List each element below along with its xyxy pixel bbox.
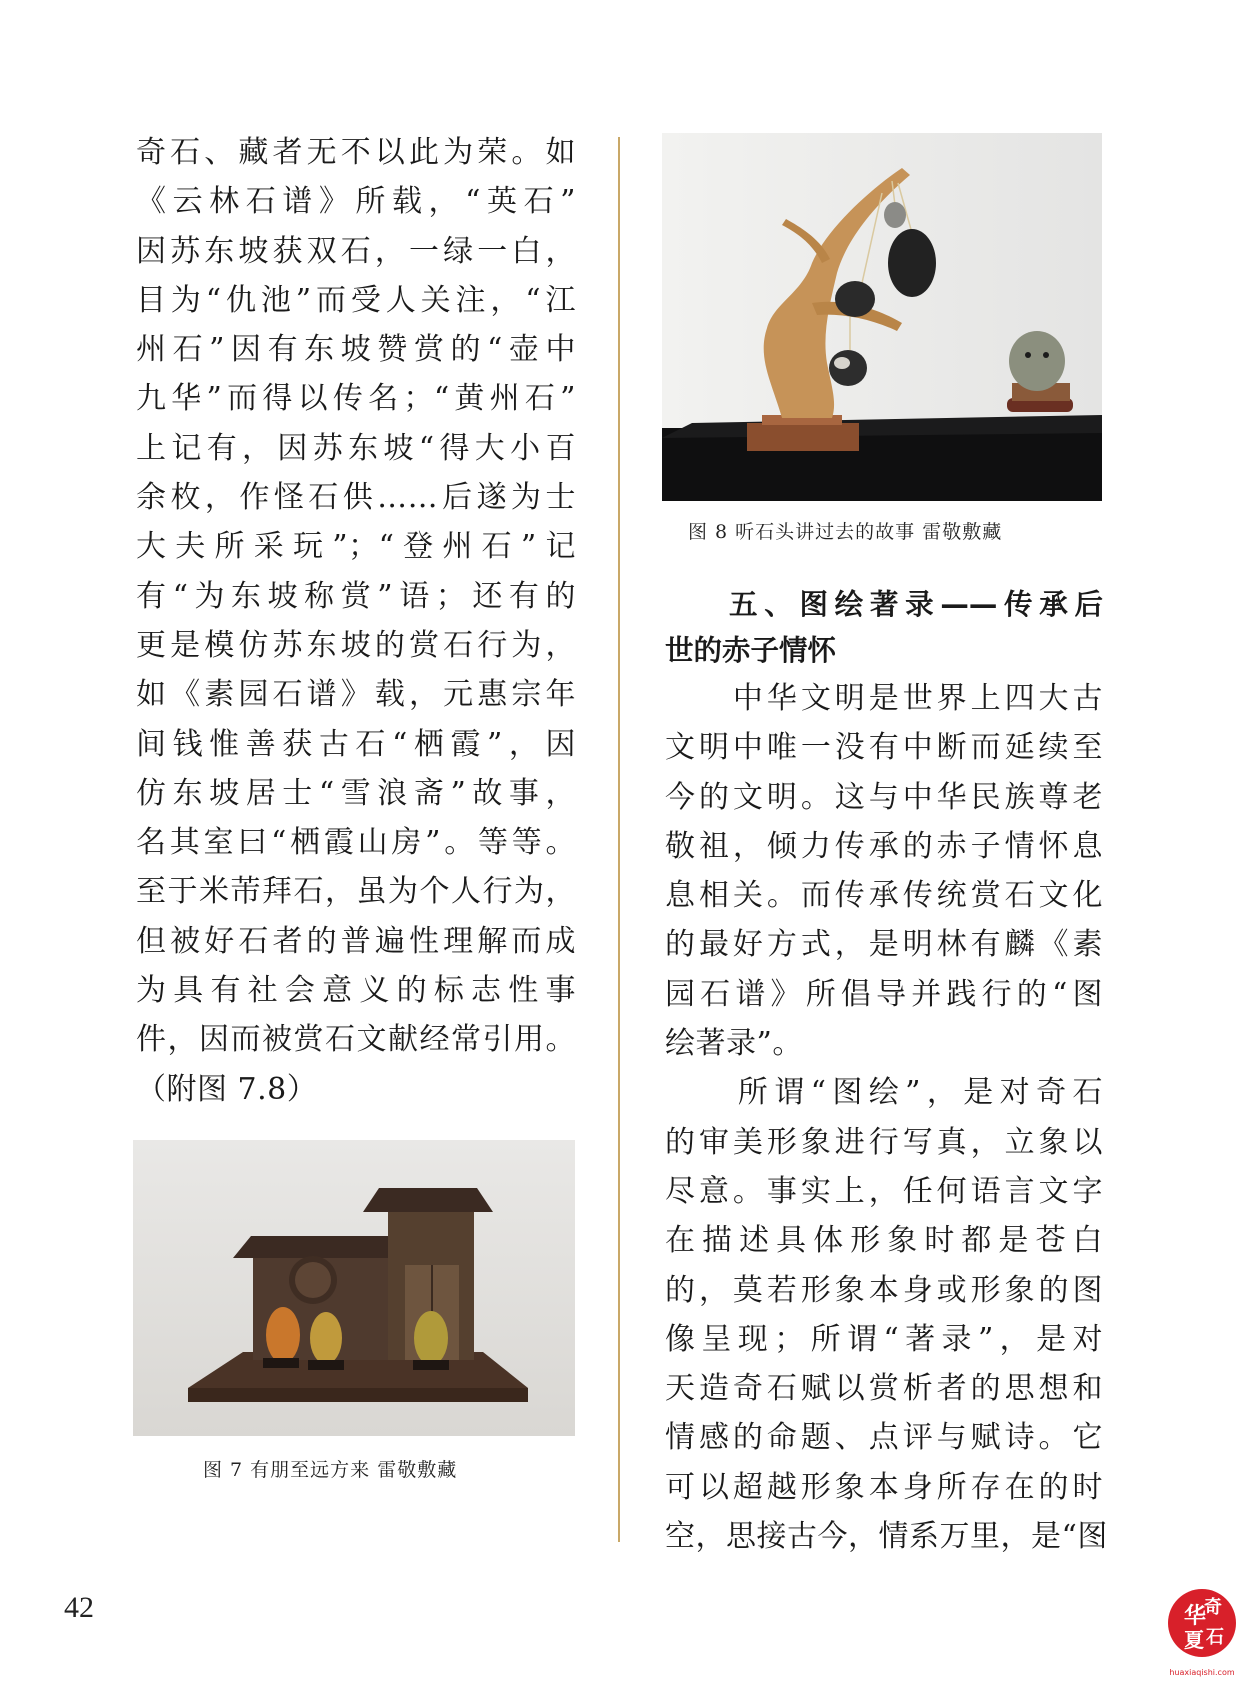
figure-7-caption: 图 7 有朋至远方来 雷敬敷藏 [203,1459,458,1481]
body-line: 因苏东坡获双石，一绿一白， [136,233,576,269]
svg-text:华: 华 [1184,1604,1207,1629]
column-divider [618,137,620,1542]
figure-reference: （附图 7.8） [136,1071,318,1107]
body-line: 州石”因有东坡赞赏的“壶中 [136,332,576,368]
body-line: 的，莫若形象本身或形象的图 [665,1272,1103,1308]
body-line: 为具有社会意义的标志性事 [136,973,576,1009]
body-line: 更是模仿苏东坡的赏石行为， [136,627,576,663]
svg-text:夏: 夏 [1184,1628,1204,1652]
body-line: 仿东坡居士“雪浪斋”故事， [136,775,576,811]
body-line: 园石谱》所倡导并践行的“图 [665,976,1103,1012]
body-line: 九华”而得以传名；“黄州石” [136,381,576,417]
body-line: 但被好石者的普遍性理解而成 [136,923,576,959]
body-line: 绘著录”。 [665,1026,803,1062]
body-line: 上记有，因苏东坡“得大小百 [136,430,576,466]
body-line: 如《素园石谱》载，元惠宗年 [136,677,576,713]
section-heading [665,582,1103,674]
svg-text:奇: 奇 [1204,1597,1222,1618]
body-line: 今的文明。这与中华民族尊老 [665,779,1103,815]
body-line: 可以超越形象本身所存在的时 [665,1469,1103,1505]
body-line: 文明中唯一没有中断而延续至 [665,730,1103,766]
svg-text:huaxiaqishi.com: huaxiaqishi.com [1169,1668,1235,1677]
body-line: 天造奇石赋以赏析者的思想和 [665,1371,1103,1407]
body-line: 情感的命题、点评与赋诗。它 [665,1420,1103,1456]
body-line: 尽意。事实上，任何语言文字 [665,1173,1103,1209]
body-line: 至于米芾拜石，虽为个人行为， [136,874,576,910]
body-line: 的最好方式，是明林有麟《素 [665,927,1103,963]
body-line: 《云林石谱》所载，“英石” [136,184,576,220]
body-line: 目为“仇池”而受人关注，“江 [136,282,576,318]
body-line: 余枚，作怪石供……后遂为士 [136,480,576,516]
body-line: 有“为东坡称赏”语；还有的 [136,578,576,614]
figure-7-photo [133,1140,575,1436]
right-text-column [665,674,1108,1561]
body-line: 中华文明是世界上四大古 [665,681,1103,716]
left-text-column [136,128,576,1114]
page-number: 42 [64,1591,94,1624]
section-heading-line: 世的赤子情怀 [665,634,837,667]
body-line: 名其室曰“栖霞山房”。等等。 [136,825,576,861]
svg-text:石: 石 [1206,1627,1224,1648]
figure-8-caption: 图 8 听石头讲过去的故事 雷敬敷藏 [688,521,1003,543]
body-line: 像呈现；所谓“著录”，是对 [665,1321,1103,1357]
body-line: 间钱惟善获古石“栖霞”，因 [136,726,576,762]
body-line: 敬祖，倾力传承的赤子情怀息 [665,828,1103,864]
body-line: 奇石、藏者无不以此为荣。如 [136,135,576,170]
body-line: 的审美形象进行写真，立象以 [665,1124,1103,1160]
body-line: 在描述具体形象时都是苍白 [665,1223,1103,1259]
figure-8-photo [662,133,1102,501]
body-line: 大夫所采玩”；“登州石”记 [136,529,576,565]
body-line: 空，思接古今，情系万里，是“图 [665,1519,1108,1555]
body-line: 所谓“图绘”，是对奇石 [665,1075,1103,1111]
watermark-logo [1162,1583,1241,1683]
section-heading-line: 五、图绘著录——传承后 [729,588,1103,621]
body-line: 息相关。而传承传统赏石文化 [665,878,1103,914]
body-line: 件，因而被赏石文献经常引用。 [136,1022,576,1058]
